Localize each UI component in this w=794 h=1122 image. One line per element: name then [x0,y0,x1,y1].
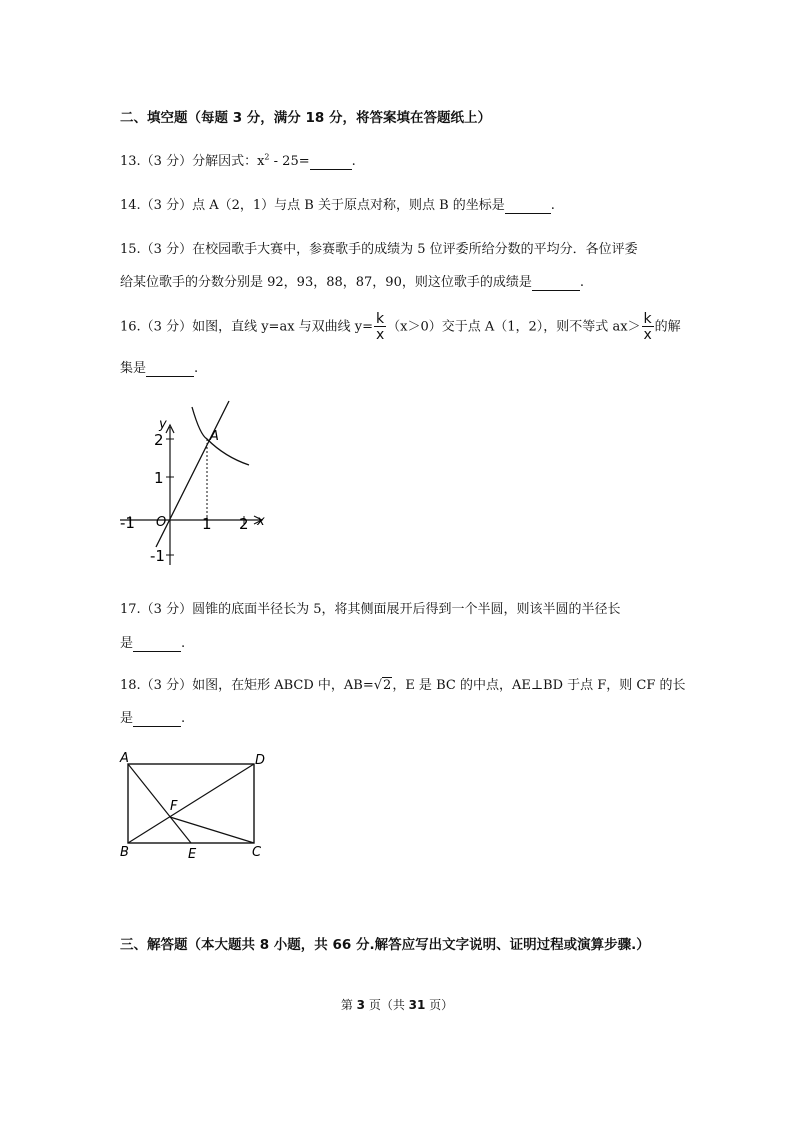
y-axis-label: y [159,417,167,432]
q17-end: . [181,636,186,651]
q14-text: 14.（3 分）点 A（2，1）与点 B 关于原点对称，则点 B 的坐标是 [120,198,505,213]
question-14 [120,194,555,214]
q13-exponent: 2 [264,152,270,162]
segment-cf [170,817,254,843]
footer-prefix: 第 [340,998,357,1012]
answer-blank [310,154,352,170]
section-3-heading: 三、解答题（本大题共 8 小题，共 66 分.解答应写出文字说明、证明过程或演算步骤.） [120,937,650,953]
question-16-line-1 [120,312,681,342]
x-tick-label: -1 [120,514,135,532]
q13-end: . [351,154,356,169]
q18-part2: ，E 是 BC 的中点，AE⊥BD 于点 F，则 CF 的长 [392,678,686,693]
sqrt-argument: 2 [383,678,392,693]
y-tick-label: 1 [154,469,164,487]
fraction-denominator: x [375,327,385,343]
origin-label: O [156,515,167,530]
fraction-numerator: k [643,311,652,327]
y-tick-label: -1 [150,547,165,565]
segment-ae [128,764,191,843]
function-graph [110,395,275,570]
q18-end: . [181,711,186,726]
question-16-line-2 [120,357,198,377]
q17-line2: 是 [120,636,134,651]
q16-part2: （x＞0）交于点 A（1，2），则不等式 ax＞ [387,319,641,335]
fraction-k-over-x [374,312,386,342]
point-a-label: A [210,429,219,444]
sqrt-symbol: √2 [373,678,392,693]
question-15-line-2 [120,271,584,291]
x-tick-label: 2 [239,515,249,533]
answer-blank [505,198,551,214]
x-axis-label: x [257,514,265,529]
footer-total-pages: 31 [408,998,426,1012]
x-tick-label: 1 [202,515,212,533]
answer-blank [532,275,580,291]
diagonal-bd [128,764,254,843]
q16-end: . [194,361,199,376]
fraction-k-over-x [642,312,654,342]
q16-part3: 的解 [654,319,681,335]
hyperbola-curve [192,407,249,465]
answer-blank [146,361,194,377]
footer-page-number: 3 [356,998,365,1012]
rectangle-figure [112,748,272,863]
point-label-f: F [170,799,178,814]
question-17-line-1: 17.（3 分）圆锥的底面半径长为 5，将其侧面展开后得到一个半圆，则该半圆的半径长 [120,602,621,617]
footer-suffix: 页） [425,998,454,1012]
q15-text: 给某位歌手的分数分别是 92，93，88，87，90，则这位歌手的成绩是 [120,275,532,290]
vertex-label-c: C [252,845,262,860]
vertex-label-d: D [255,753,266,768]
q16-part1: 16.（3 分）如图，直线 y=ax 与双曲线 y= [120,319,374,335]
q15-end: . [579,275,584,290]
fraction-numerator: k [376,311,385,327]
answer-blank [133,636,181,652]
footer-middle: 页（共 [365,998,409,1012]
q14-end: . [550,198,555,213]
question-17-line-2 [120,632,185,652]
q18-part1: 18.（3 分）如图，在矩形 ABCD 中，AB= [120,678,374,693]
q13-text: 13.（3 分）分解因式：x [120,154,265,169]
vertex-label-a: A [120,751,129,766]
point-label-e: E [188,847,197,862]
question-18-line-1 [120,674,686,693]
fraction-denominator: x [643,327,652,343]
question-13 [120,150,356,170]
vertex-label-b: B [120,845,129,860]
q16-line2: 集是 [120,361,147,376]
page-footer [0,996,794,1013]
question-18-line-2 [120,707,185,727]
line-y-ax [156,401,229,547]
section-2-heading: 二、填空题（每题 3 分，满分 18 分，将答案填在答题纸上） [120,110,491,126]
q13-tail: - 25= [269,154,310,169]
q18-line2: 是 [120,711,134,726]
answer-blank [133,711,181,727]
y-tick-label: 2 [154,431,164,449]
question-15-line-1: 15.（3 分）在校园歌手大赛中，参赛歌手的成绩为 5 位评委所给分数的平均分．各位评委 [120,242,638,257]
